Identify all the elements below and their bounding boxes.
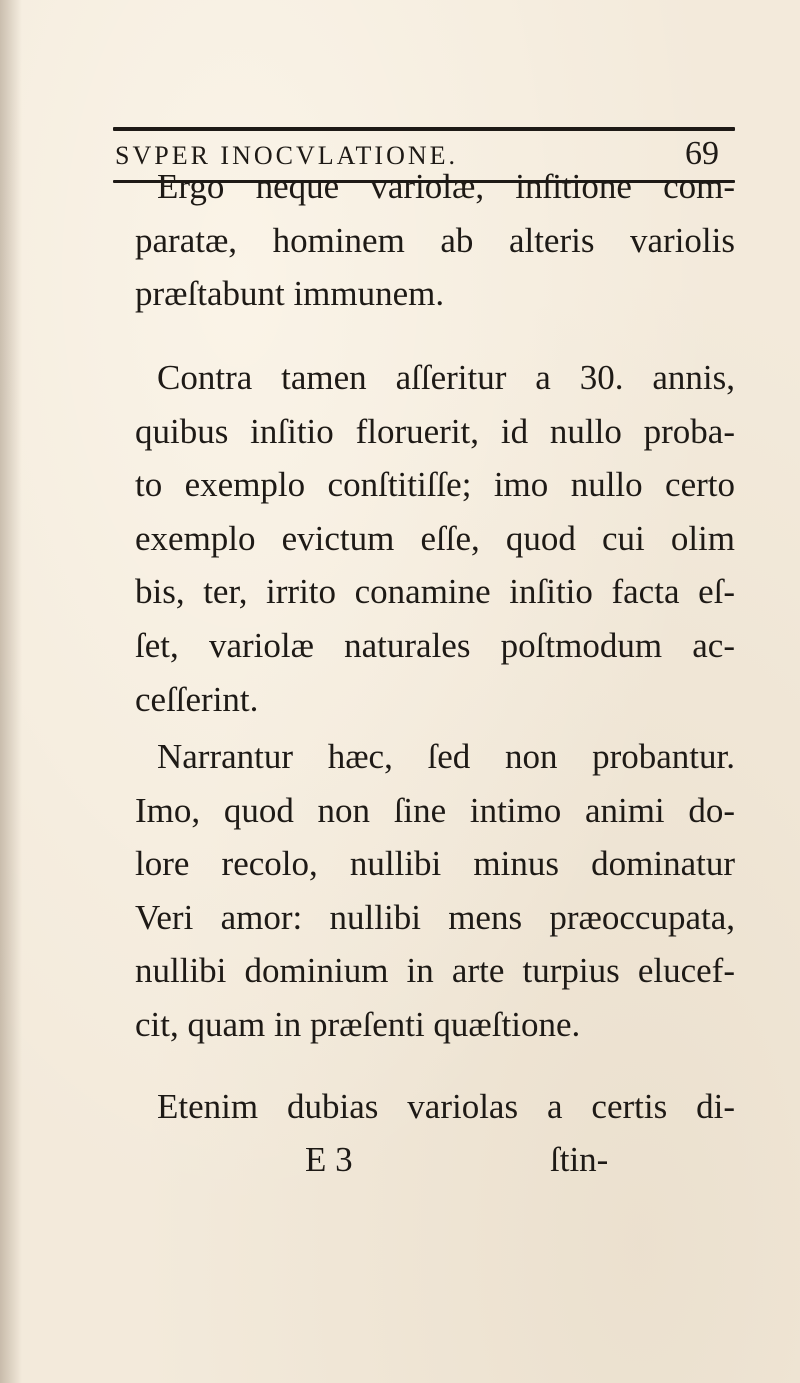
running-title: SVPER INOCVLATIONE.: [115, 141, 458, 170]
paragraph-4: [135, 1080, 735, 1134]
text-line: Narrantur hæc, ſed non probantur.: [157, 737, 735, 776]
text-line: Ergo neque variolæ, inſitione com-: [157, 167, 735, 206]
text-line: Etenim dubias variolas a certis di-: [157, 1087, 735, 1126]
text-line: to exemplo conſtitiſſe; imo nullo certo: [135, 465, 735, 505]
paragraph-1: [135, 160, 735, 321]
signature-mark: E 3: [305, 1140, 353, 1179]
text-line: quibus inſitio floruerit, id nullo proba-: [135, 411, 735, 451]
text-line: nullibi dominium in arte turpius elucef-: [135, 951, 735, 991]
text-line: lore recolo, nullibi minus dominatur: [135, 844, 735, 884]
text-line: cit, quam in præſenti quæſtione.: [135, 1004, 581, 1044]
catchword: ſtin-: [550, 1140, 609, 1179]
header-rule-top: [113, 127, 735, 131]
text-line: ſet, variolæ naturales poſtmodum ac-: [135, 625, 735, 665]
page-number: 69: [685, 135, 719, 172]
text-line: Imo, quod non ſine intimo animi do-: [135, 790, 735, 830]
paragraph-2: [135, 351, 735, 726]
text-line: Veri amor: nullibi mens præoccupata,: [135, 897, 735, 937]
text-line: Contra tamen aſſeritur a 30. annis,: [157, 358, 735, 397]
paragraph-3: [135, 730, 735, 1052]
text-line: præſtabunt immunem.: [135, 274, 445, 314]
text-line: bis, ter, irrito conamine inſitio facta eſ-: [135, 572, 735, 612]
text-line: paratæ, hominem ab alteris variolis: [135, 220, 735, 260]
binding-gutter-shadow: [0, 0, 22, 1383]
text-line: ceſſerint.: [135, 679, 259, 719]
text-line: exemplo evictum eſſe, quod cui olim: [135, 518, 735, 558]
page-footer: [135, 1140, 735, 1180]
